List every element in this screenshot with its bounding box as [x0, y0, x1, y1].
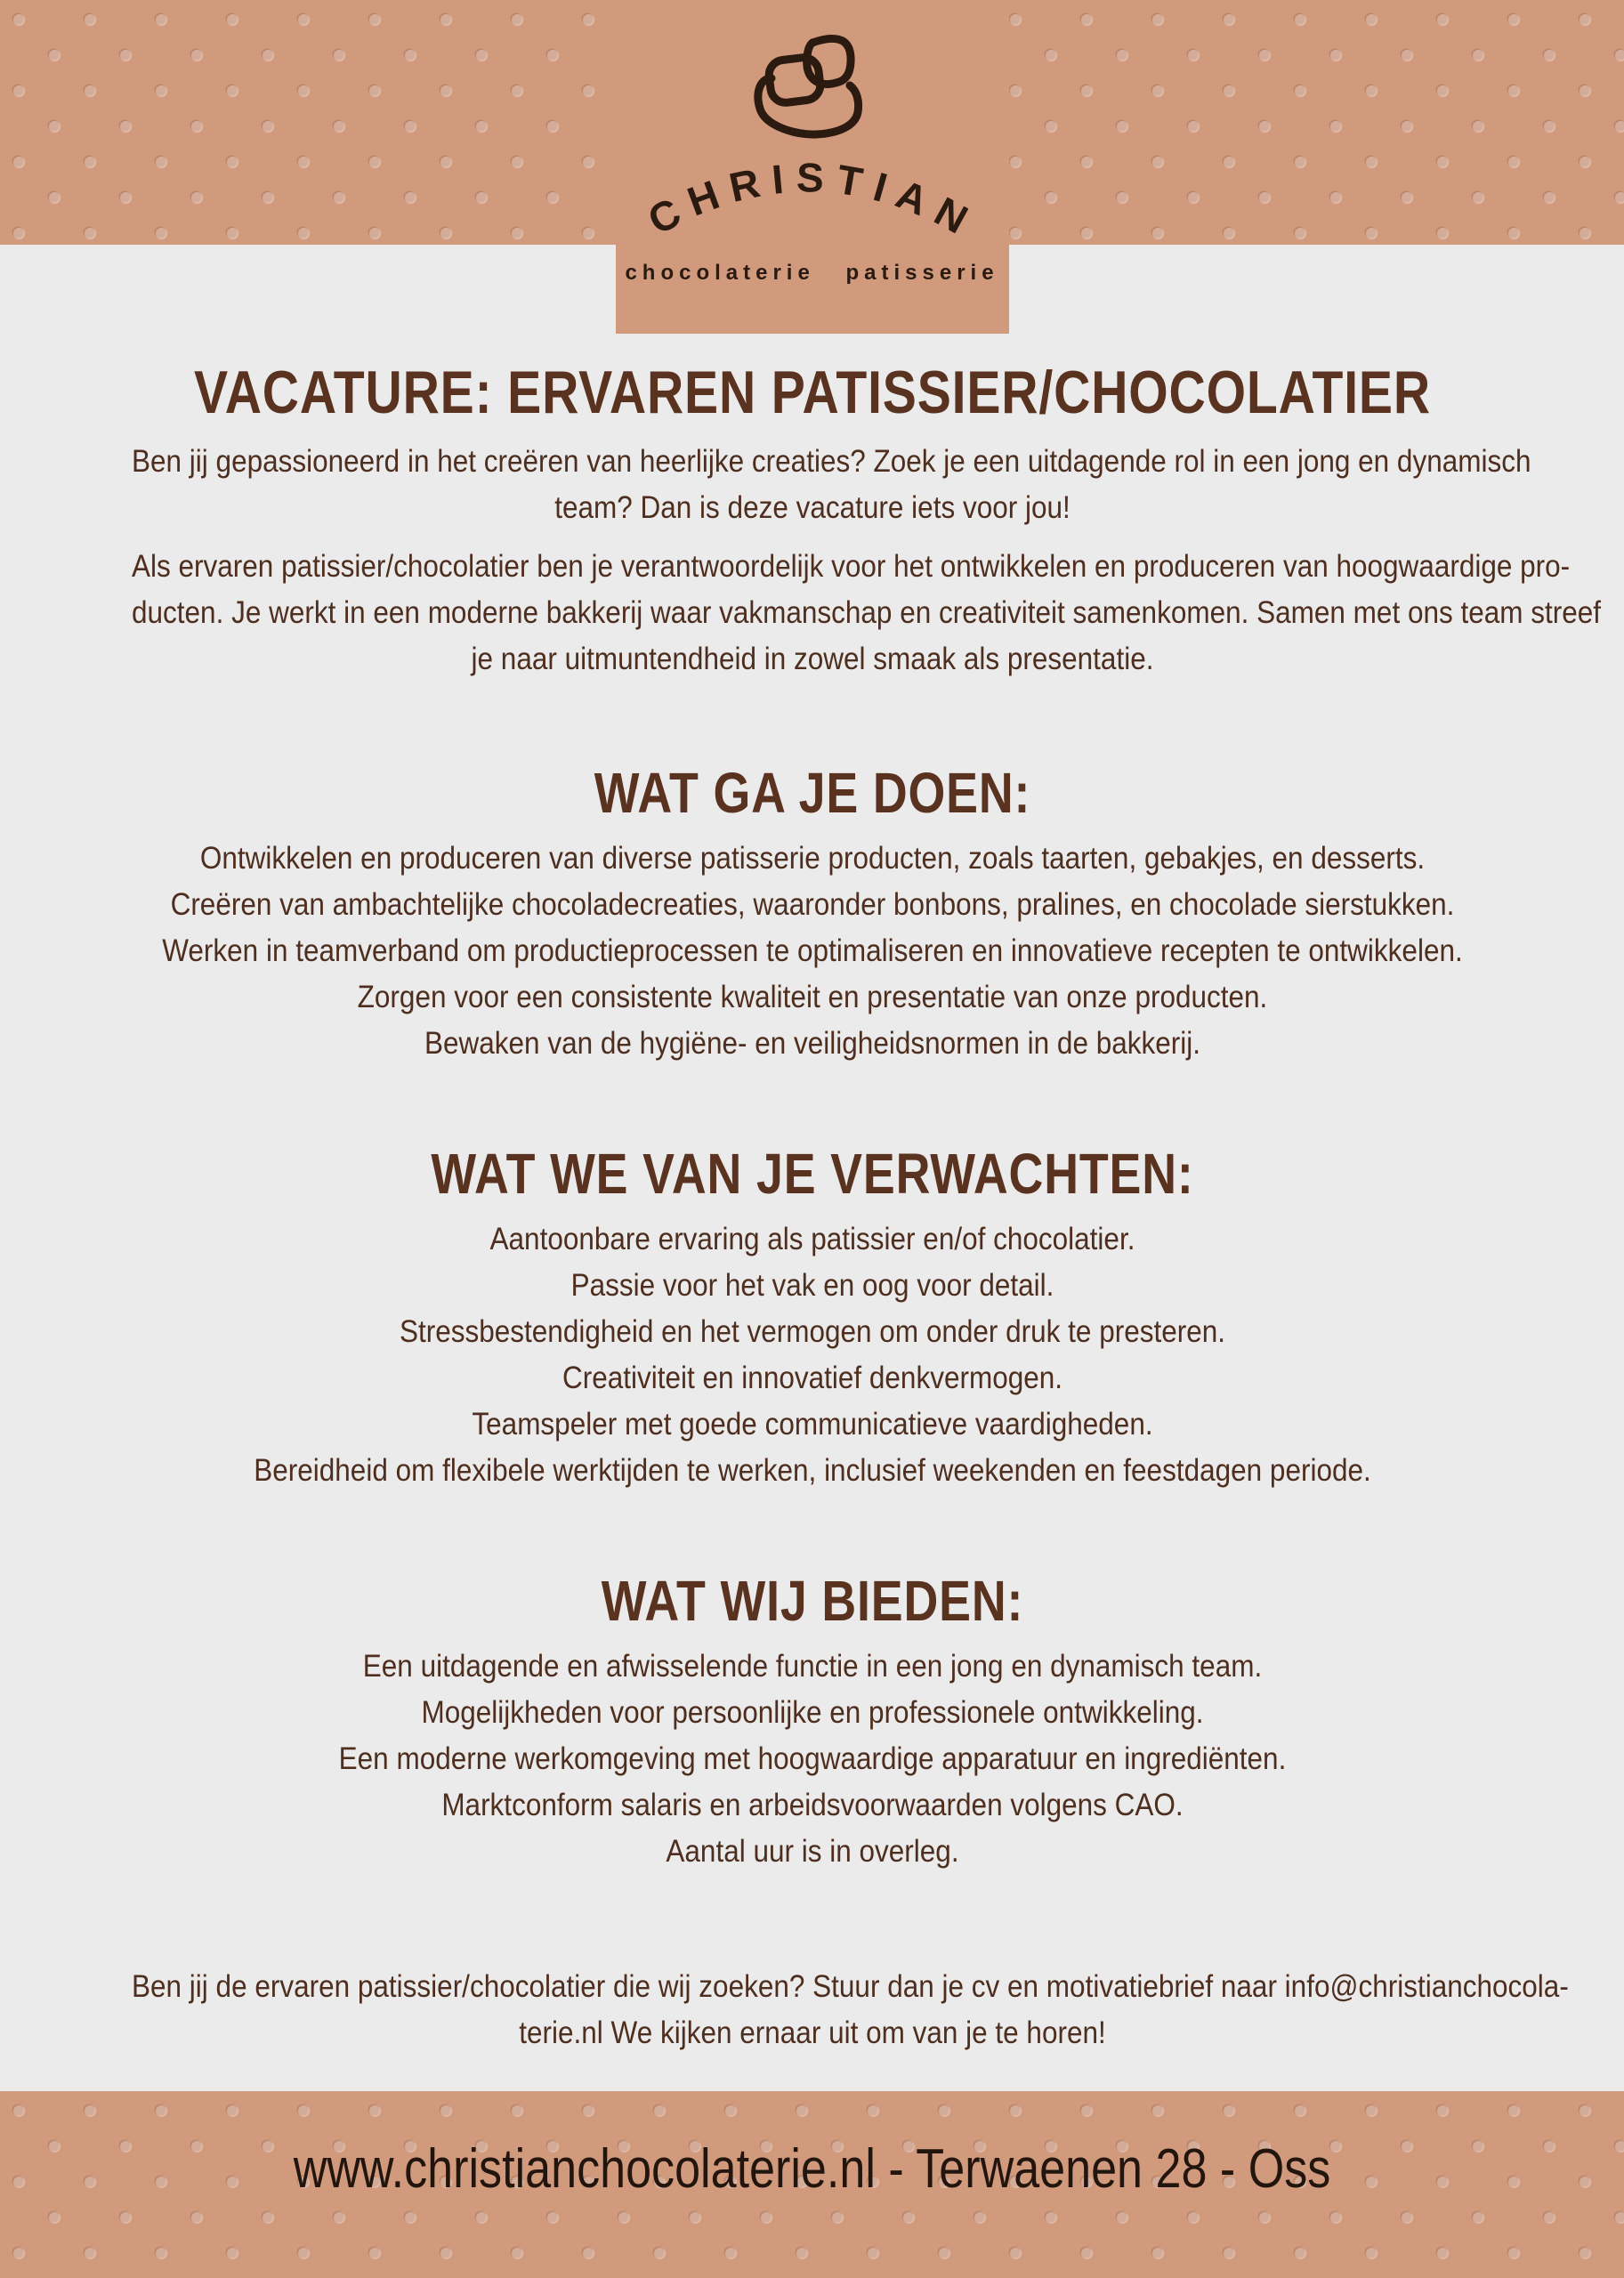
- section-line: Teamspeler met goede communicatieve vaardigheden.: [471, 1407, 1153, 1442]
- brand-name-arc: [621, 153, 1004, 260]
- section-line: Bewaken van de hygiëne- en veiligheidsnormen in de bakkerij.: [424, 1026, 1200, 1061]
- section-heading: WAT WE VAN JE VERWACHTEN:: [430, 1142, 1194, 1206]
- footer-band: [0, 2091, 1624, 2278]
- intro-line: ducten. Je werkt in een moderne bakkerij waar vakmanschap en creativiteit samenkomen. Samen met ons team streef: [131, 595, 1601, 630]
- section-line: Creëren van ambachtelijke chocoladecreaties, waaronder bonbons, pralines, en chocolade sierstukken.: [170, 887, 1454, 922]
- section-heading: WAT GA JE DOEN:: [594, 761, 1030, 825]
- chocolates-bowl-icon: [754, 27, 871, 146]
- section-line: Een moderne werkomgeving met hoogwaardige apparatuur en ingrediënten.: [338, 1741, 1286, 1776]
- intro-line: je naar uitmuntendheid in zowel smaak als presentatie.: [471, 642, 1153, 676]
- section-line: Stressbestendigheid en het vermogen om onder druk te presteren.: [399, 1314, 1225, 1349]
- section-wat-ga-je-doen: [56, 761, 1569, 1067]
- intro-paragraph-1: [56, 439, 1569, 531]
- page-title: VACATURE: ERVAREN PATISSIER/CHOCOLATIER: [193, 359, 1431, 426]
- footer-contact-line: www.christianchocolaterie.nl - Terwaenen 28 - Oss: [293, 2138, 1331, 2200]
- intro-line: Als ervaren patissier/chocolatier ben je verantwoordelijk voor het ontwikkelen en produceren van hoogwaardige pro-: [131, 549, 1570, 584]
- section-line: Werken in teamverband om productieprocessen te optimaliseren en innovatieve recepten te ontwikkelen.: [161, 933, 1463, 968]
- brand-name: CHRISTIAN: [640, 153, 985, 248]
- section-wat-wij-bieden: [56, 1569, 1569, 1875]
- section-line: Aantal uur is in overleg.: [665, 1834, 959, 1869]
- closing-line: terie.nl We kijken ernaar uit om van je te horen!: [518, 2015, 1106, 2050]
- section-line: Marktconform salaris en arbeidsvoorwaarden volgens CAO.: [440, 1788, 1184, 1822]
- section-wat-we-van-je-verwachten: [56, 1142, 1569, 1494]
- section-line: Passie voor het vak en oog voor detail.: [570, 1268, 1054, 1303]
- closing-paragraph: [56, 1964, 1569, 2056]
- intro-paragraph-2: [56, 544, 1601, 683]
- section-line: Creativiteit en innovatief denkvermogen.: [562, 1361, 1062, 1395]
- section-line: Aantoonbare ervaring als patissier en/of chocolatier.: [489, 1222, 1135, 1256]
- section-line: Een uitdagende en afwisselende functie in een jong en dynamisch team.: [362, 1649, 1262, 1684]
- section-line: Zorgen voor een consistente kwaliteit en presentatie van onze producten.: [357, 980, 1267, 1014]
- brand-tagline: chocolaterie patisserie: [625, 261, 999, 285]
- section-heading: WAT WIJ BIEDEN:: [601, 1569, 1023, 1633]
- svg-text:CHRISTIAN: [640, 154, 985, 248]
- section-line: Bereidheid om flexibele werktijden te werken, inclusief weekenden en feestdagen periode.: [253, 1453, 1371, 1488]
- intro-line: team? Dan is deze vacature iets voor jou!: [553, 490, 1071, 525]
- intro-line: Ben jij gepassioneerd in het creëren van heerlijke creaties? Zoek je een uitdagende rol in een jong en dynamisch: [131, 444, 1531, 479]
- poster-body: [0, 245, 1624, 2056]
- section-line: Mogelijkheden voor persoonlijke en professionele ontwikkeling.: [420, 1695, 1204, 1730]
- closing-line: Ben jij de ervaren patissier/chocolatier die wij zoeken? Stuur dan je cv en motivatiebrief naar info@christianchocola-: [131, 1969, 1569, 2004]
- section-line: Ontwikkelen en produceren van diverse patisserie producten, zoals taarten, gebakjes, en desserts.: [199, 841, 1425, 876]
